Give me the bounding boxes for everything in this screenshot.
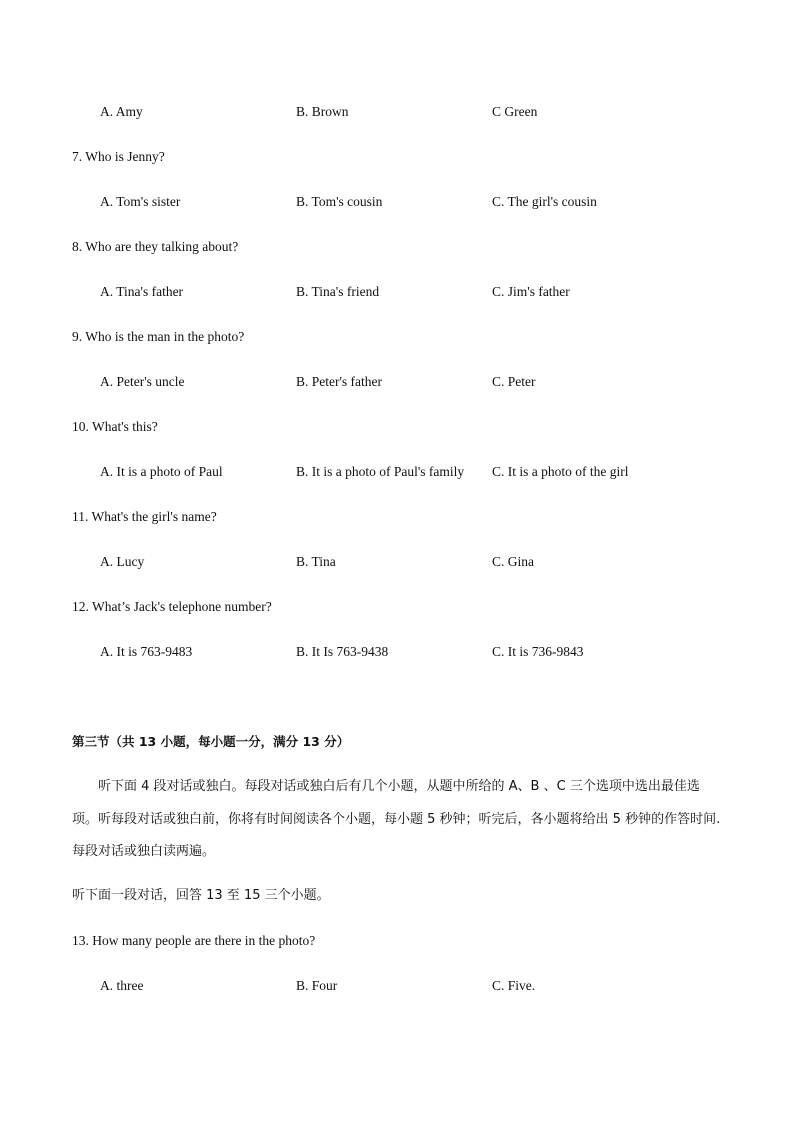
question-10: 10. What's this? [72,419,158,434]
section-3-instructions: 听下面 4 段对话或独白。每段对话或独白后有几个小题，从题中所给的 A、B 、C 三个选项中选出最佳选项。听每段对话或独白前，你将有时间阅读各个小题，每小题 5 秒钟；听完后，各小题将给出 5 秒钟的作答时间. 每段对话或独白读两遍。 [72,779,721,859]
q12-option-b: B. It Is 763-9438 [296,644,389,659]
q8-option-a: A. Tina's father [100,284,184,299]
q13-option-c: C. Five. [492,978,536,993]
question-7: 7. Who is Jenny? [72,149,165,164]
q7-option-c: C. The girl's cousin [492,194,597,209]
q12-option-a: A. It is 763-9483 [100,644,193,659]
q12-option-c: C. It is 736-9843 [492,644,584,659]
q8-option-c: C. Jim's father [492,284,570,299]
q6-option-b: B. Brown [296,104,349,119]
q11-option-a: A. Lucy [100,554,145,569]
section-3-heading: 第三节（共 13 小题，每小题一分，满分 13 分） [72,734,350,749]
q9-option-c: C. Peter [492,374,536,389]
q10-option-b: B. It is a photo of Paul's family [296,464,465,479]
question-8: 8. Who are they talking about? [72,239,239,254]
q11-option-b: B. Tina [296,554,336,569]
q8-option-b: B. Tina's friend [296,284,380,299]
question-11: 11. What's the girl's name? [72,509,217,524]
q10-option-c: C. It is a photo of the girl [492,464,629,479]
q9-option-b: B. Peter's father [296,374,383,389]
q13-option-b: B. Four [296,978,338,993]
q10-option-a: A. It is a photo of Paul [100,464,223,479]
q6-option-a: A. Amy [100,104,143,119]
q13-option-a: A. three [100,978,144,993]
q7-option-a: A. Tom's sister [100,194,181,209]
q6-option-c: C Green [492,104,538,119]
dialogue-note: 听下面一段对话，回答 13 至 15 三个小题。 [72,888,330,903]
question-12: 12. What’s Jack's telephone number? [72,599,272,614]
q7-option-b: B. Tom's cousin [296,194,383,209]
q9-option-a: A. Peter's uncle [100,374,185,389]
q11-option-c: C. Gina [492,554,534,569]
question-13: 13. How many people are there in the photo? [72,933,316,948]
question-9: 9. Who is the man in the photo? [72,329,245,344]
